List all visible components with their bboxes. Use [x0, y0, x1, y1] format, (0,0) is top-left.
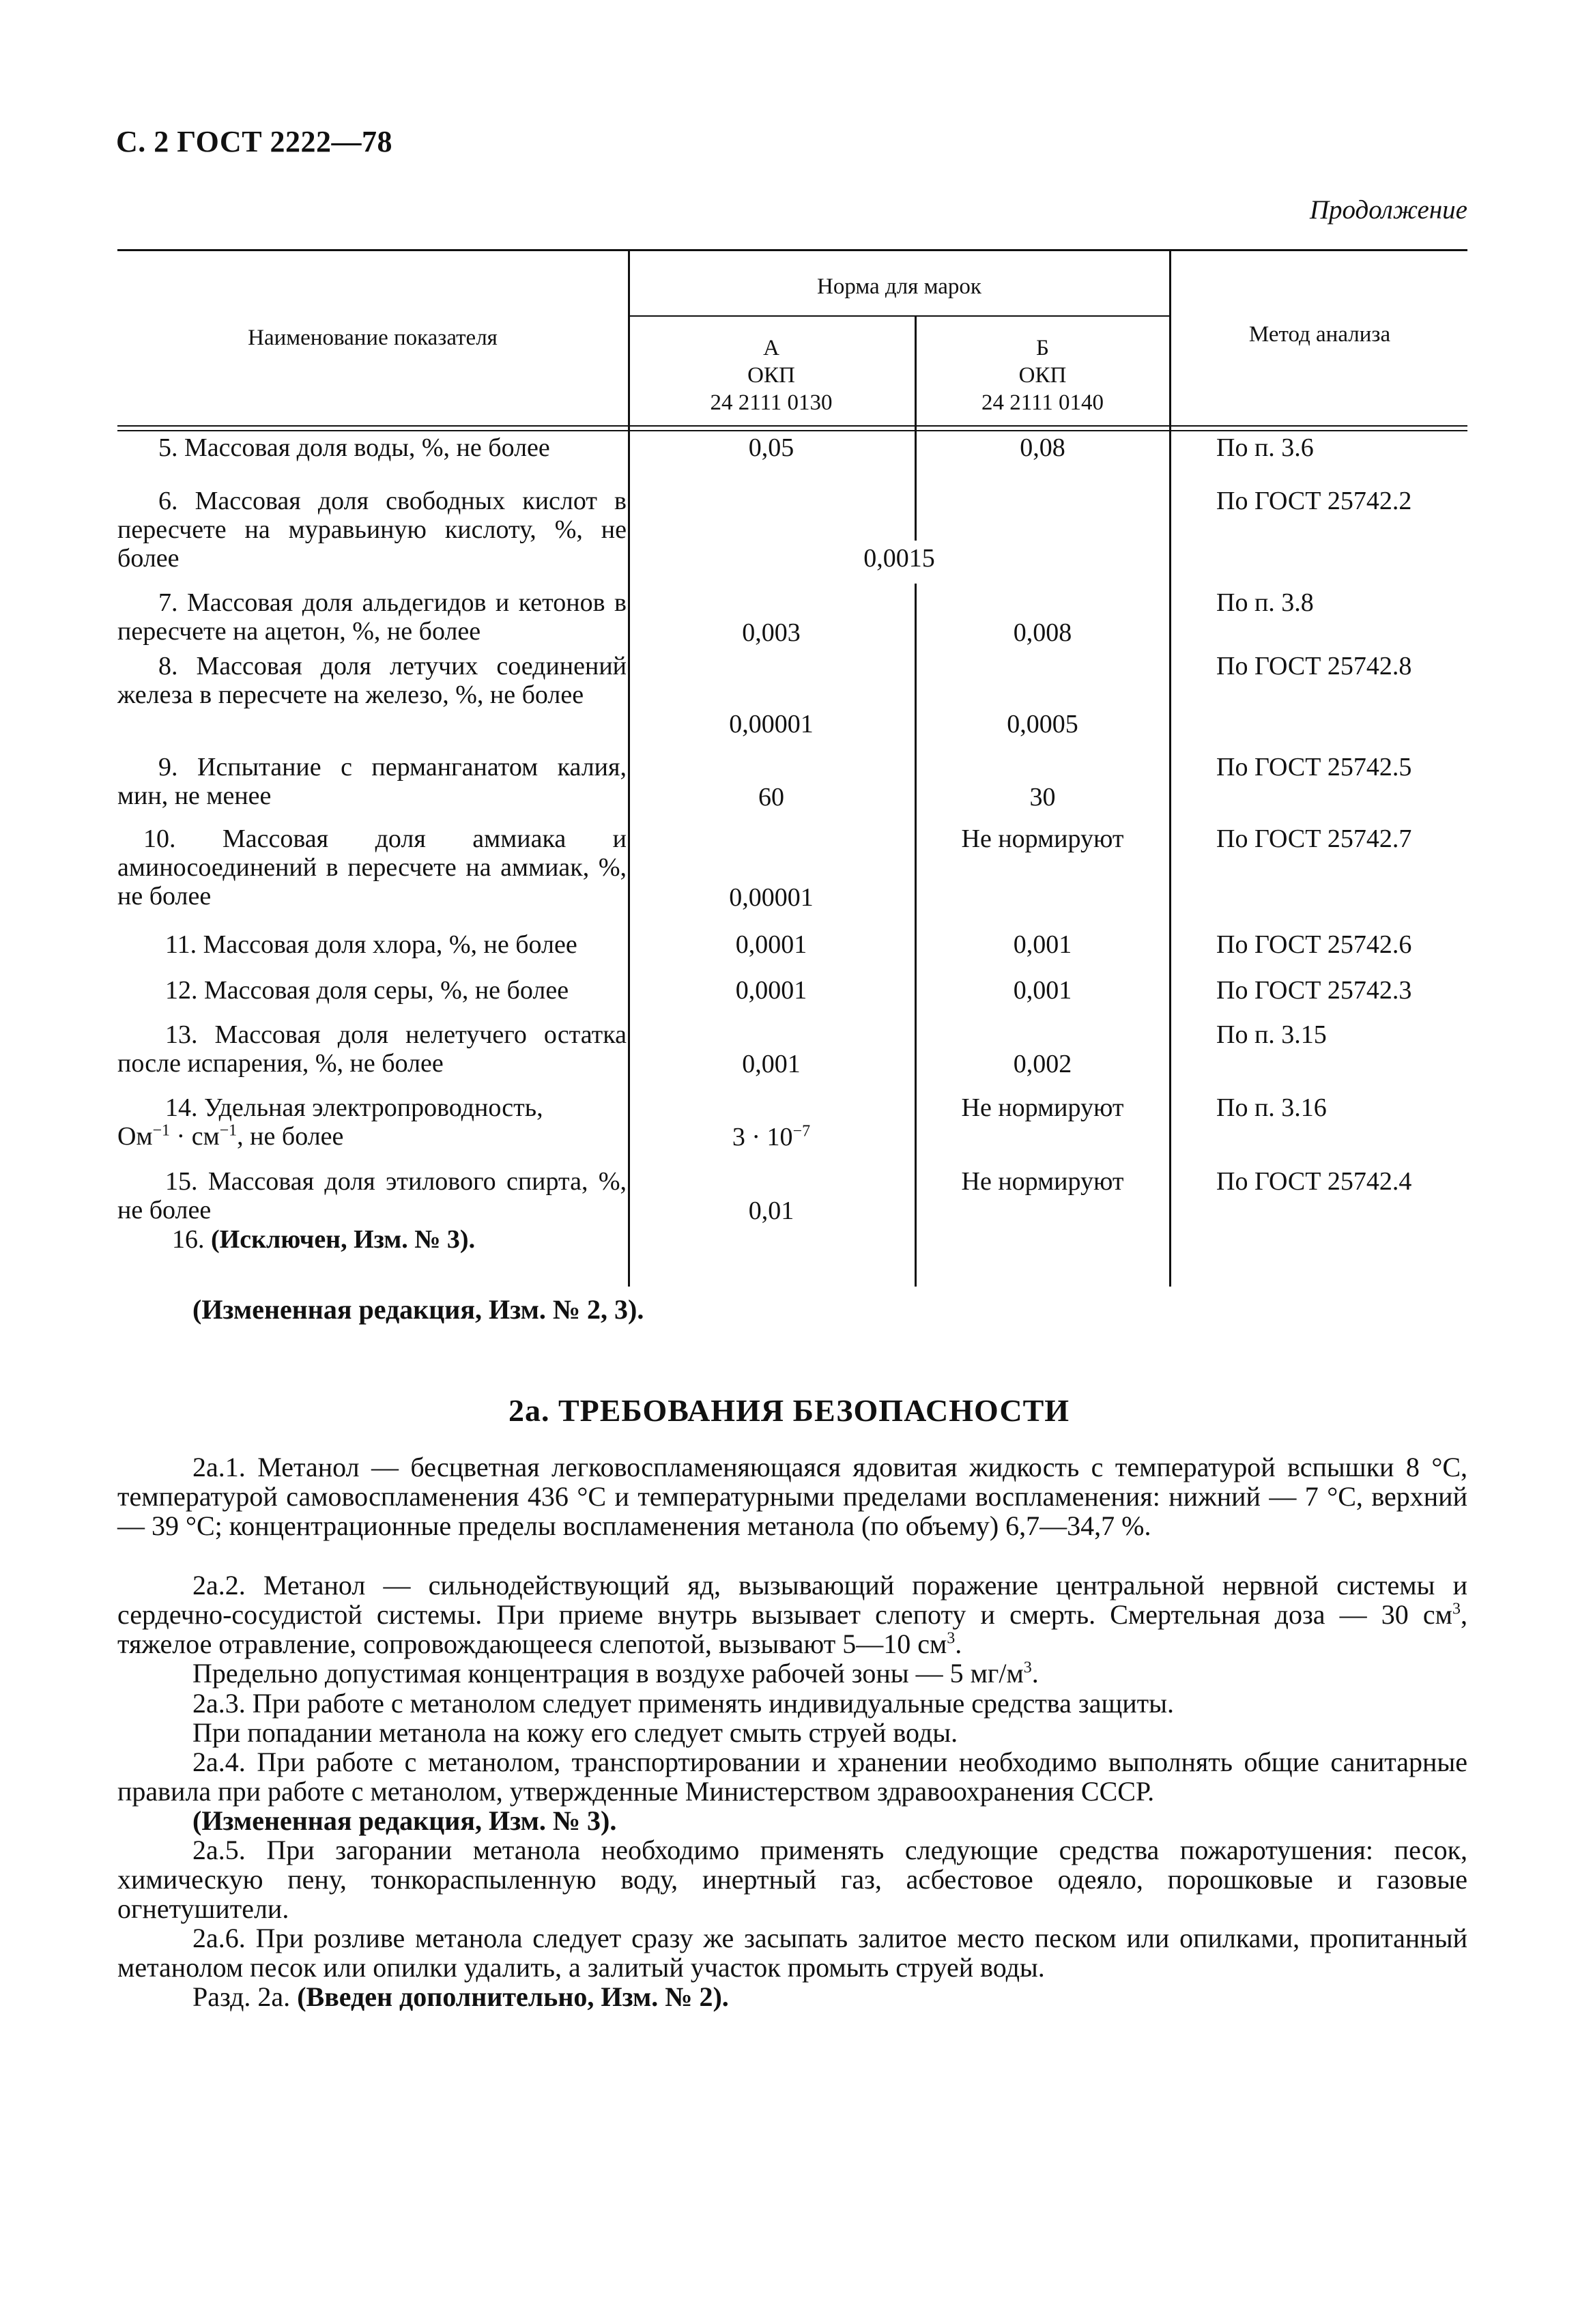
- row-value-b: 0,008: [1013, 618, 1072, 647]
- table-amendment-note: (Измененная редакция, Изм. № 2, 3).: [192, 1294, 644, 1325]
- text-part: , тяжелое отравление, сопровождающееся слепотой, вызывают 5—10 см: [117, 1599, 1467, 1659]
- row-method: По п. 3.6: [1216, 433, 1314, 462]
- superscript: 3: [1023, 1659, 1032, 1677]
- header-indicator-name: Наименование показателя: [248, 326, 498, 350]
- row-method: По ГОСТ 25742.3: [1216, 976, 1412, 1005]
- row-name-sup: −1: [219, 1121, 238, 1140]
- row-value-b: Не нормируют: [961, 1167, 1124, 1196]
- superscript: 3: [947, 1629, 956, 1648]
- row-method: По ГОСТ 25742.5: [1216, 753, 1412, 781]
- row-value-a-exp: −7: [792, 1122, 811, 1141]
- row-value-b: Не нормируют: [961, 1093, 1124, 1122]
- paragraph-amendment-3: (Измененная редакция, Изм. № 3).: [192, 1805, 617, 1836]
- row-method: По ГОСТ 25742.6: [1216, 930, 1412, 959]
- row-value-b: 0,0005: [1007, 710, 1078, 738]
- paragraph-mac: [117, 1659, 1467, 1688]
- grade-b-letter: Б: [1036, 336, 1049, 360]
- row-value-a: 0,00001: [729, 883, 814, 912]
- row-method: По п. 3.8: [1216, 588, 1314, 617]
- row-method: По п. 3.15: [1216, 1020, 1327, 1049]
- row-value-b: 0,001: [1013, 976, 1072, 1005]
- row-value-a: 0,003: [742, 618, 801, 647]
- row-name: 10. Массовая доля аммиака и аминосоединений в пересчете на аммиак, %, не более: [117, 824, 627, 910]
- grade-a-code: 24 2111 0130: [710, 390, 833, 415]
- header-grade-a: [628, 334, 915, 416]
- row-name-part: , не более: [237, 1122, 344, 1151]
- continuation-label: Продолжение: [1309, 195, 1467, 225]
- text-part-bold: (Введен дополнительно, Изм. № 2).: [297, 1981, 729, 2012]
- row-value-b: 30: [1029, 783, 1056, 812]
- header-norm: Норма для марок: [817, 274, 981, 299]
- row-value-b: 0,08: [1020, 433, 1065, 462]
- section-title: 2а. ТРЕБОВАНИЯ БЕЗОПАСНОСТИ: [508, 1393, 1070, 1428]
- row-method: По ГОСТ 25742.4: [1216, 1167, 1412, 1196]
- row-name: 5. Массовая доля воды, %, не более: [158, 433, 550, 462]
- superscript: 3: [1452, 1600, 1461, 1618]
- row-value-a: 0,0001: [735, 976, 807, 1005]
- row-name: 13. Массовая доля нелетучего остатка после испарения, %, не более: [117, 1020, 627, 1078]
- grade-a-okp: ОКП: [747, 363, 795, 388]
- row-value-a: 0,001: [742, 1050, 801, 1078]
- text-part: .: [1031, 1658, 1039, 1689]
- row-name-sup: −1: [152, 1121, 171, 1140]
- paragraph-skin: При попадании метанола на кожу его следует смыть струей воды.: [192, 1717, 958, 1748]
- text-part: Разд. 2а.: [192, 1981, 291, 2012]
- row-method: По ГОСТ 25742.2: [1216, 487, 1412, 515]
- paragraph-2a4: 2а.4. При работе с метанолом, транспортировании и хранении необходимо выполнять общие санитарные правила при работе с метанолом, утвержденные Министерством здравоохранения СССР.: [117, 1747, 1467, 1807]
- row-name: 11. Массовая доля хлора, %, не более: [165, 930, 577, 959]
- paragraph-2a5: 2а.5. При загорании метанола необходимо применять следующие средства пожаротушения: песок, химическую пену, тонкораспыленную воду, инертный газ, асбестовое одеяло, порошковые и газовые огнетушители.: [117, 1835, 1467, 1924]
- row-name: [117, 1093, 627, 1151]
- header-grade-b: [915, 334, 1171, 416]
- row-method: По п. 3.16: [1216, 1093, 1327, 1122]
- row-value-a: 0,01: [748, 1196, 794, 1225]
- paragraph-2a2: [117, 1570, 1467, 1659]
- row-value-a: 0,05: [748, 433, 794, 462]
- row-excluded-note: (Исключен, Изм. № 3).: [211, 1225, 476, 1254]
- paragraph-2a6: 2а.6. При розливе метанола следует сразу же засыпать залитое место песком или опилками, пропитанный метанолом песок или опилки удалить, а залитый участок промыть струей воды.: [117, 1923, 1467, 1983]
- text-part: 2а.2. Метанол — сильнодействующий яд, вызывающий поражение центральной нервной системы и сердечно-сосудистой системы. При приеме внутрь вызывает слепоту и смерть. Смертельная доза — 30 см: [117, 1570, 1467, 1630]
- row-value-a: [628, 1123, 915, 1151]
- header-method: Метод анализа: [1248, 322, 1391, 347]
- row-name: 8. Массовая доля летучих соединений железа в пересчете на железо, %, не более: [117, 652, 627, 709]
- row-name: 6. Массовая доля свободных кислот в пересчете на муравьиную кислоту, %, не более: [117, 487, 627, 573]
- grade-b-code: 24 2111 0140: [981, 390, 1104, 415]
- row-value-ab: 0,0015: [863, 544, 935, 573]
- row-name: 15. Массовая доля этилового спирта, %, не более: [117, 1167, 627, 1224]
- text-part: .: [955, 1629, 962, 1659]
- row-value-b: Не нормируют: [961, 824, 1124, 853]
- grade-b-okp: ОКП: [1018, 363, 1067, 388]
- paragraph-2a3: 2а.3. При работе с метанолом следует применять индивидуальные средства защиты.: [192, 1688, 1175, 1719]
- row-name: 12. Массовая доля серы, %, не более: [165, 976, 569, 1005]
- row-name: [172, 1225, 627, 1254]
- row-method: По ГОСТ 25742.8: [1216, 652, 1412, 680]
- row-value-a-base: 3 · 10: [732, 1123, 793, 1151]
- row-value-b: 0,001: [1013, 930, 1072, 959]
- row-name-part: · см: [170, 1122, 220, 1151]
- row-value-a: 0,00001: [729, 710, 814, 738]
- row-number: 16.: [172, 1225, 205, 1254]
- row-name-part: 14. Удельная электропроводность,: [165, 1093, 543, 1122]
- page-header: С. 2 ГОСТ 2222—78: [116, 125, 393, 158]
- paragraph-2a1: 2а.1. Метанол — бесцветная легковоспламеняющаяся ядовитая жидкость с температурой вспышки 8 °С, температурой самовоспламенения 436 °С и температурными пределами воспламенения: нижний — 7 °С, верхний — 39 °С; концентрационные пределы воспламенения метанола (по объему) 6,7—34,7 %.: [117, 1452, 1467, 1541]
- row-name-part: Ом: [117, 1122, 153, 1151]
- text-part: Предельно допустимая концентрация в воздухе рабочей зоны — 5 мг/м: [192, 1658, 1024, 1689]
- row-name: 9. Испытание с перманганатом калия, мин, не менее: [117, 753, 627, 810]
- row-name: 7. Массовая доля альдегидов и кетонов в пересчете на ацетон, %, не более: [117, 588, 627, 646]
- paragraph-section-note: [117, 1982, 1467, 2011]
- row-value-a: 0,0001: [735, 930, 807, 959]
- grade-a-letter: А: [763, 336, 779, 360]
- row-value-a: 60: [758, 783, 784, 812]
- row-value-b: 0,002: [1013, 1050, 1072, 1078]
- row-method: По ГОСТ 25742.7: [1216, 824, 1412, 853]
